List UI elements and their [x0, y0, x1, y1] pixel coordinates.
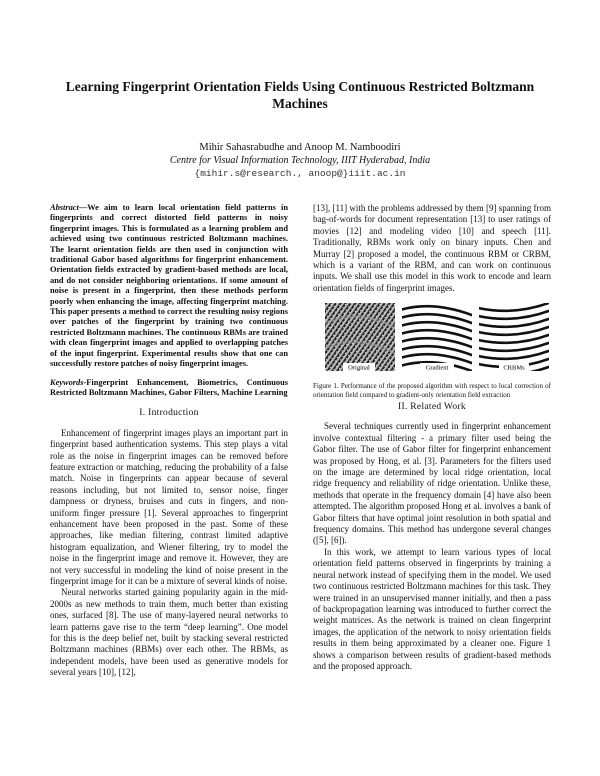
fingerprint-original-image — [325, 303, 395, 371]
affiliation: Centre for Visual Information Technology, IIIT Hyderabad, India — [169, 155, 431, 166]
fingerprint-crbms-image — [479, 303, 549, 371]
right-column-bottom — [313, 402, 551, 672]
right-column-top — [313, 203, 551, 294]
figure-label-crbms: CRBMs — [503, 364, 525, 371]
figure-caption: Figure 1. Performance of the proposed algorithm with respect to local correction of orientation field compared to gradient-only orientation field extraction — [313, 382, 551, 399]
section-heading-introduction: I. Introduction — [139, 408, 199, 419]
keywords — [50, 378, 288, 399]
keywords-lead: Keywords — [50, 377, 84, 387]
figure-1 — [325, 303, 549, 371]
fingerprint-gradient-image — [402, 303, 472, 371]
related-continuation: [13], [11] with the problems addressed by them [9] spanning from bag-of-words for document representation [13] to user ratings of movies [12] and modeling video [10] and speech [11]. Traditionally, RBMs work only on binary inputs. Chen and Murray [2] proposed a model, the continuous RBM or CRBM, which is a variant of the RBM, and can work on continuous inputs. We shall use this model in this work to encode and learn orientation fields of fingerprint images. — [313, 203, 551, 293]
keywords-text: -Fingerprint Enhancement, Biometrics, Continuous Restricted Boltzmann Machines, Gabor Filters, Machine Learning — [50, 377, 288, 397]
figure-label-original: Original — [348, 364, 370, 371]
authors: Mihir Sahasrabudhe and Anoop M. Namboodiri — [199, 142, 401, 153]
abstract-lead: Abstract — [50, 203, 79, 212]
related-paragraph-1: Several techniques currently used in fingerprint enhancement involve contextual filtering - a primary filter used being the Gabor filter. The use of Gabor filter for fingerprint enhancement was proposed by Hong, et al. [3]. Parameters for the filters used on the image are determined by local ridge orientation, local ridge frequency and reliability of ridge orientation. Unlike these, methods that operate in the frequency domain [4] have also been attempted. The algorithm proposed Hong et al. involves a bank of Gabor filters that have optimal joint resolution in both spatial and frequency domains. This method has undergone several changes ([5], [6]). — [313, 421, 551, 546]
intro-paragraph-2: Neural networks started gaining popularity again in the mid-2000s as new methods to train them, much better than existing ones, surfaced [8]. The use of many-layered neural networks to learn patterns gave rise to the term “deep learning”. One model for this is the deep belief net, built by stacking several restricted Boltzmann machines (RBMs) over each other. The RBMs, as independent models, have been used as generative models for several years [10], [12], — [50, 587, 288, 678]
section-heading-related-work: II. Related Work — [398, 402, 466, 412]
paper-title: Learning Fingerprint Orientation Fields Using Continuous Restricted Boltzmann Machines — [65, 79, 535, 111]
intro-paragraph-1: Enhancement of fingerprint images plays an important part in fingerprint based authentication systems. This step plays a vital role as the noise in fingerprint images can be removed before feature extraction or matching, reducing the probability of a false match. Noise in fingerprints can appear because of several reasons including, but not limited to, sensor noise, finger dampness or dryness, bruises and cuts in fingers, and non-uniform finger pressure [1]. Several approaches to fingerprint enhancement have been proposed in the past. Some of these approaches, like median filtering, contrast limited adaptive histogram equalization, and Wiener filtering, try to model the noise in the fingerprint image and remove it. However, they are not very successful in modeling the kind of noise present in the fingerprint image for it can be a mixture of several kinds of noise. — [50, 427, 288, 586]
abstract-text: —We aim to learn local orientation field patterns in fingerprints and correct distorted field patterns in noisy fingerprint images. This is formulated as a learning problem and achieved using two continuous restricted Boltzmann machines. The learnt orientation fields are then used in conjunction with traditional Gabor based algorithms for fingerprint enhancement. Orientation fields extracted by gradient-based methods are local, and do not consider neighboring orientations. If some amount of noise is present in a fingerprint, then these methods perform poorly when enhancing the image, affecting fingerprint matching. This paper presents a method to correct the resulting noisy regions over patches of the fingerprint by training two continuous restricted Boltzmann machines. The continuous RBMs are trained with clean fingerprint images and applied to overlapping patches of the input fingerprint. Experimental results show that one can successfully restore patches of noisy fingerprint images. — [50, 203, 288, 369]
author-emails: {mihir.s@research., anoop@}iiit.ac.in — [194, 168, 406, 179]
figure-label-gradient: Gradient — [425, 364, 449, 371]
abstract — [50, 203, 288, 370]
left-column — [50, 203, 288, 679]
related-paragraph-2: In this work, we attempt to learn various types of local orientation field patterns observed in fingerprints by training a neural network instead of specifying them in the model. We used two continuous restricted Boltzmann machines for this task. They were trained in an unsupervised manner initially, and then a pass of backpropagation learning was introduced to further correct the weight matrices. As the network is trained on clean fingerprint images, the application of the network to noisy orientation fields results in them being approximated by a cleaner one. Figure 1 shows a comparison between results of gradient-based methods and the proposed approach. — [313, 546, 551, 671]
